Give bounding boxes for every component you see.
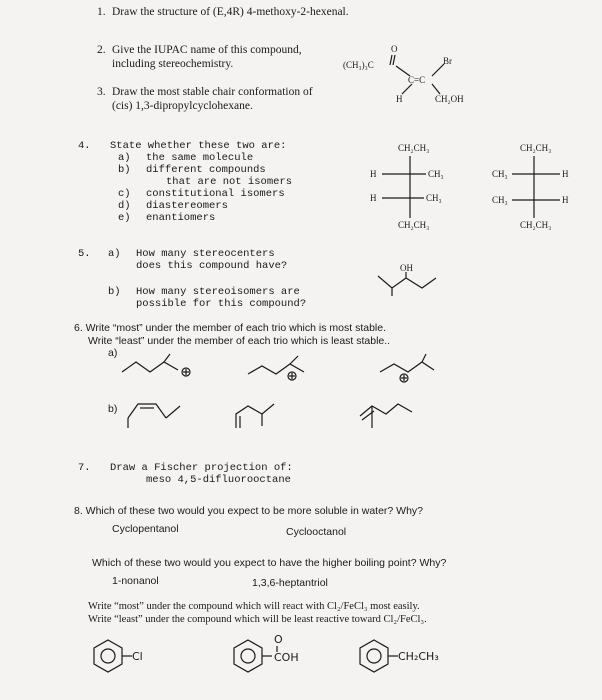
q8-ring1-aromatic — [101, 649, 115, 663]
q7-number: 7. — [78, 462, 91, 474]
q8-sub2-o-label: O — [274, 633, 283, 646]
q8-benzene-ethyl — [358, 638, 468, 678]
q2-line1: Give the IUPAC name of this compound, — [112, 44, 302, 56]
q6b-alkene-2 — [230, 392, 300, 432]
q2-alkene-label: C=C — [408, 75, 426, 85]
q1-number: 1. — [97, 6, 106, 18]
q6b-a3-skeleton — [360, 404, 412, 416]
q4-option-a: the same molecule — [146, 152, 254, 164]
q8-benzene-carboxylic-acid — [232, 634, 332, 678]
q6b-alkene-1 — [126, 392, 196, 432]
q5-oh-label: OH — [400, 263, 413, 273]
q8-ring2-aromatic — [241, 649, 255, 663]
q5-b-line2: possible for this compound? — [136, 298, 307, 310]
q4-option-e: enantiomers — [146, 212, 216, 224]
q5-b-line1: How many stereoisomers are — [136, 286, 300, 298]
q7-line2: meso 4,5-difluorooctane — [146, 474, 291, 486]
q4-option-b-letter: b) — [118, 164, 131, 176]
q4-f1-row1-right: CH₃ — [428, 169, 444, 179]
q5-b-letter: b) — [108, 286, 121, 298]
q6b-a2-skeleton — [236, 404, 274, 428]
q1-text: Draw the structure of (E,4R) 4-methoxy-2-hexenal. — [112, 6, 349, 18]
q2-ch2oh-label: CH₂OH — [435, 94, 464, 104]
q4-option-b-cont: that are not isomers — [166, 176, 293, 188]
q2-number: 2. — [97, 44, 106, 56]
q6a-carbocation-2 — [246, 352, 326, 388]
q2-ch2oh-bond — [432, 84, 440, 94]
q4-option-d: diastereomers — [146, 200, 228, 212]
q6-b-letter: b) — [108, 403, 118, 415]
q8-ring1 — [94, 640, 122, 672]
q4-option-c: constitutional isomers — [146, 188, 285, 200]
q4-option-b: different compounds — [146, 164, 266, 176]
q6a-c1-skeleton — [122, 362, 178, 372]
q8-sub1-label: Cl — [132, 650, 143, 663]
q4-f2-top-label: CH₂CH₃ — [520, 143, 552, 153]
q3-line2: (cis) 1,3-dipropylcyclohexane. — [112, 100, 253, 112]
q4-f1-top-label: CH₂CH₃ — [398, 143, 430, 153]
q6a-carbocation-1 — [120, 352, 200, 388]
q2-line2: including stereochemistry. — [112, 58, 234, 70]
q4-f2-row2-left: CH₃ — [492, 195, 508, 205]
q4-f2-row1-right: H — [562, 169, 569, 179]
q8-option-nonanol: 1-nonanol — [112, 575, 159, 587]
q4-f2-row1-left: CH₃ — [492, 169, 508, 179]
q2-alkene-structure — [340, 36, 480, 106]
q4-f1-row2-left: H — [370, 193, 377, 203]
q4-f2-bottom-label: CH₂CH₃ — [520, 220, 552, 230]
q3-number: 3. — [97, 86, 106, 98]
q4-prompt: State whether these two are: — [110, 140, 287, 152]
q5-a-line1: How many stereocenters — [136, 248, 275, 260]
q8-benzene-chloro — [92, 638, 182, 678]
q6a-c2-skeleton — [248, 364, 304, 374]
q5-alcohol-skeletal-structure — [372, 258, 452, 298]
q2-br-label: Br — [443, 56, 452, 66]
q2-co-bond1 — [390, 55, 392, 65]
q6-line2: Write “least” under the member of each trio which is least stable.. — [88, 335, 391, 347]
q6-line1: 6. Write “most” under the member of each trio which is most stable. — [74, 322, 387, 334]
q8-ring2 — [234, 640, 262, 672]
q8-line5: Write “most” under the compound which will react with Cl₂/FeCl₃ most easily. — [88, 601, 420, 612]
q8-option-heptantriol: 1,3,6-heptantriol — [252, 577, 328, 589]
q6a-c3-branch — [422, 354, 426, 362]
q2-tbutyl-label: (CH₃)₃C — [343, 60, 374, 70]
q8-option-cyclopentanol: Cyclopentanol — [112, 523, 179, 535]
q8-line3: Which of these two would you expect to have the higher boiling point? Why? — [92, 557, 447, 569]
q4-option-a-letter: a) — [118, 152, 131, 164]
q6-a-letter: a) — [108, 347, 118, 359]
q5-number: 5. — [78, 248, 91, 260]
q5-a-line2: does this compound have? — [136, 260, 288, 272]
q8-line1: 8. Which of these two would you expect to be more soluble in water? Why? — [74, 505, 424, 517]
q6a-c3-skeleton — [380, 362, 434, 372]
q4-option-d-letter: d) — [118, 200, 131, 212]
q7-line1: Draw a Fischer projection of: — [110, 462, 293, 474]
q8-option-cyclooctanol: Cyclooctanol — [286, 526, 347, 538]
q2-h-label: H — [396, 94, 403, 104]
q5-a-letter: a) — [108, 248, 121, 260]
q6b-alkene-3 — [356, 394, 426, 434]
q6b-a1-branch — [166, 406, 180, 418]
q4-option-e-letter: e) — [118, 212, 131, 224]
q4-f1-row1-left: H — [370, 169, 377, 179]
q6b-a1-skeleton — [128, 404, 166, 418]
q2-co-bond2 — [393, 55, 395, 65]
q4-f1-bottom-label: CH₂CH₃ — [398, 220, 430, 230]
q6a-c1-branch — [164, 354, 170, 362]
q4-fischer-projection-1 — [360, 140, 470, 240]
q4-fischer-projection-2 — [486, 140, 596, 240]
q8-sub3-label: CH₂CH₃ — [398, 650, 439, 663]
q8-ring3 — [360, 640, 388, 672]
q8-line6: Write “least” under the compound which will be least reactive toward Cl₂/FeCl₃. — [88, 614, 427, 625]
q4-option-c-letter: c) — [118, 188, 131, 200]
q6a-carbocation-3 — [378, 352, 458, 388]
q5-skeleton — [378, 276, 436, 288]
q2-h-bond — [402, 84, 412, 94]
q4-number: 4. — [78, 140, 91, 152]
q6a-c2-branch — [290, 356, 298, 364]
q4-f1-row2-right: CH₃ — [426, 193, 442, 203]
q2-carbonyl-o-label: O — [391, 44, 398, 54]
q3-line1: Draw the most stable chair conformation of — [112, 86, 313, 98]
q4-f2-row2-right: H — [562, 195, 569, 205]
q8-sub2-label: COH — [274, 651, 299, 664]
q8-ring3-aromatic — [367, 649, 381, 663]
